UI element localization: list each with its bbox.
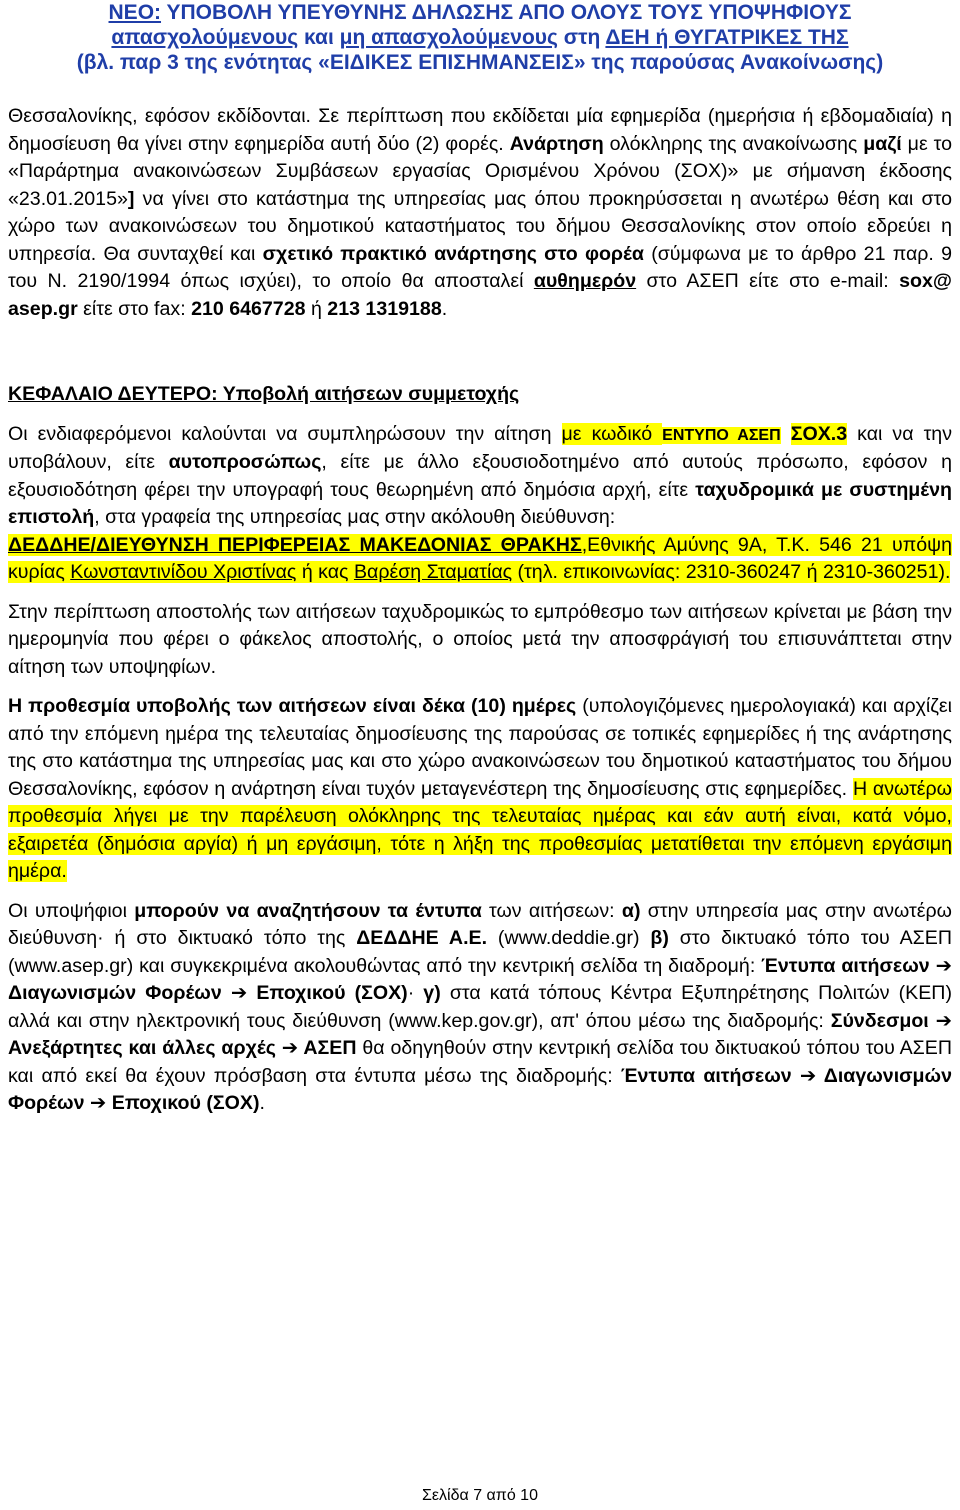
document-body (8, 103, 952, 1118)
notice-banner (8, 0, 952, 75)
paragraph-application-submission: Οι ενδιαφερόμενοι καλούνται να συμπληρώσουν την αίτηση με κωδικό ΕΝΤΥΠΟ ΑΣΕΠ ΣΟΧ.3 και να την υποβάλουν, είτε αυτοπροσώπως, είτε με άλλο εξουσιοδοτημένο από αυτούς πρόσωπο, εφόσον η εξουσιοδότηση φέρει την υπογραφή τους θεωρημένη από δημόσια αρχή, είτε ταχυδρομικά με συστημένη επιστολή, στα γραφεία της υπηρεσίας μας στην ακόλουθη διεύθυνση: (8, 422, 953, 528)
paragraph-address: ΔΕΔΔΗΕ/ΔΙΕΥΘΥΝΣΗ ΠΕΡΙΦΕΡΕΙΑΣ ΜΑΚΕΔΟΝΙΑΣ ΘΡΑΚΗΣ,Εθνικής Αμύνης 9Α, Τ.Κ. 546 21 υπόψη κυρίας Κωνσταντινίδου Χριστίνας ή κας Βαρέση Σταματίας (τηλ. επικοινωνίας: 2310-360247 ή 2310-360251). (8, 533, 952, 583)
notice-line-3: (βλ. παρ 3 της ενότητας «ΕΙΔΙΚΕΣ ΕΠΙΣΗΜΑΝΣΕΙΣ» της παρούσας Ανακοίνωσης) (76, 51, 884, 74)
notice-new-label: ΝΕΟ: (108, 1, 162, 24)
paragraph-forms-availability: Οι υποψήφιοι μπορούν να αναζητήσουν τα έντυπα των αιτήσεων: α) στην υπηρεσία μας στην ανωτέρω διεύθυνση· ή στο δικτυακό τόπο της ΔΕΔΔΗΕ Α.Ε. (www.deddie.gr) β) στο δικτυακό τόπο του ΑΣΕΠ (www.asep.gr) και συγκεκριμένα ακολουθώντας από την κεντρική σελίδα τη διαδρομή: Έντυπα αιτήσεων ➔ Διαγωνισμών Φορέων ➔ Εποχικού (ΣΟΧ)· γ) στα κατά τόπους Κέντρα Εξυπηρέτησης Πολιτών (ΚΕΠ) αλλά και στην ηλεκτρονική τους διεύθυνση (www.kep.gov.gr), απ' όπου μέσω της διαδρομής: Σύνδεσμοι ➔ Ανεξάρτητες και άλλες αρχές ➔ ΑΣΕΠ θα οδηγηθούν στην κεντρική σελίδα του δικτυακού τόπου του ΑΣΕΠ και από εκεί θα έχουν πρόσβαση στα έντυπα μέσω της διαδρομής: Έντυπα αιτήσεων ➔ Διαγωνισμών Φορέων ➔ Εποχικού (ΣΟΧ). (8, 899, 952, 1114)
paragraph-publication: Θεσσαλονίκης, εφόσον εκδίδονται. Σε περίπτωση που εκδίδεται μία εφημερίδα (ημερήσια ή εβδομαδιαία) η δημοσίευση θα γίνει στην εφημερίδα αυτή δύο (2) φορές. Ανάρτηση ολόκληρης της ανακοίνωσης μαζί με το «Παράρτημα ανακοινώσεων Συμβάσεων εργασίας Ορισμένου Χρόνου (ΣΟΧ)» με σήμανση έκδοσης «23.01.2015»] να γίνει στο κατάστημα της υπηρεσίας μας όπου προκηρύσσεται η ανωτέρω θέση και στο χώρο των ανακοινώσεων του δημοτικού καταστήματος του δήμου Θεσσαλονίκης στον οποίο εδρεύει η υπηρεσία. Θα συνταχθεί και σχετικό πρακτικό ανάρτησης στο φορέα (σύμφωνα με το άρθρο 21 παρ. 9 του Ν. 2190/1994 όπως ισχύει), το οποίο θα αποσταλεί αυθημερόν στο ΑΣΕΠ είτε στο e-mail: sox@ asep.gr είτε στο fax: 210 6467728 ή 213 1319188. (8, 105, 952, 320)
organization-name: ΔΕΔΔΗΕ/ΔΙΕΥΘΥΝΣΗ ΠΕΡΙΦΕΡΕΙΑΣ ΜΑΚΕΔΟΝΙΑΣ ΘΡΑΚΗΣ (8, 533, 582, 556)
contact-phones: (τηλ. επικοινωνίας: 2310-360247 ή 2310-360251). (512, 561, 951, 583)
notice-line-2: απασχολούμενους και μη απασχολούμενους στη ΔΕΗ ή ΘΥΓΑΤΡΙΚΕΣ ΤΗΣ (111, 26, 849, 49)
notice-line-1: ΝΕΟ: ΥΠΟΒΟΛΗ ΥΠΕΥΘΥΝΗΣ ΔΗΛΩΣΗΣ ΑΠΟ ΟΛΟΥΣ ΤΟΥΣ ΥΠΟΨΗΦΙΟΥΣ (108, 1, 852, 24)
page-number-footer: Σελίδα 7 από 10 (422, 1487, 538, 1504)
paragraph-postal-submission: Στην περίπτωση αποστολής των αιτήσεων ταχυδρομικώς το εμπρόθεσμο των αιτήσεων κρίνεται με βάση την ημερομηνία που φέρει ο φάκελος αποστολής, ο οποίος μετά την αποσφράγισή του επισυνάπτεται στην αίτηση των υποψηφίων. (8, 600, 952, 678)
paragraph-deadline: Η προθεσμία υποβολής των αιτήσεων είναι δέκα (10) ημέρες (υπολογιζόμενες ημερολογιακά) και αρχίζει από την επόμενη ημέρα της τελευταίας δημοσίευσης της παρούσας σε τοπικές εφημερίδες ή της ανάρτησης της στο κατάστημα της υπηρεσίας μας και στο χώρο ανακοινώσεων του δημοτικού καταστήματος του δήμου Θεσσαλονίκης, εφόσον η ανάρτηση είναι τυχόν μεταγενέστερη της δημοσίευσης στις εφημερίδες. Η ανωτέρω προθεσμία λήγει με την παρέλευση ολόκληρης της τελευταίας ημέρας και εάν αυτή είναι, κατά νόμο, εξαιρετέα (δημόσια αργία) ή μη εργάσιμη, τότε η λήξη της προθεσμίας μετατίθεται την επόμενη εργάσιμη ημέρα. (8, 695, 952, 882)
chapter-heading: ΚΕΦΑΛΑΙΟ ΔΕΥΤΕΡΟ: Υποβολή αιτήσεων συμμετοχής (8, 383, 520, 405)
